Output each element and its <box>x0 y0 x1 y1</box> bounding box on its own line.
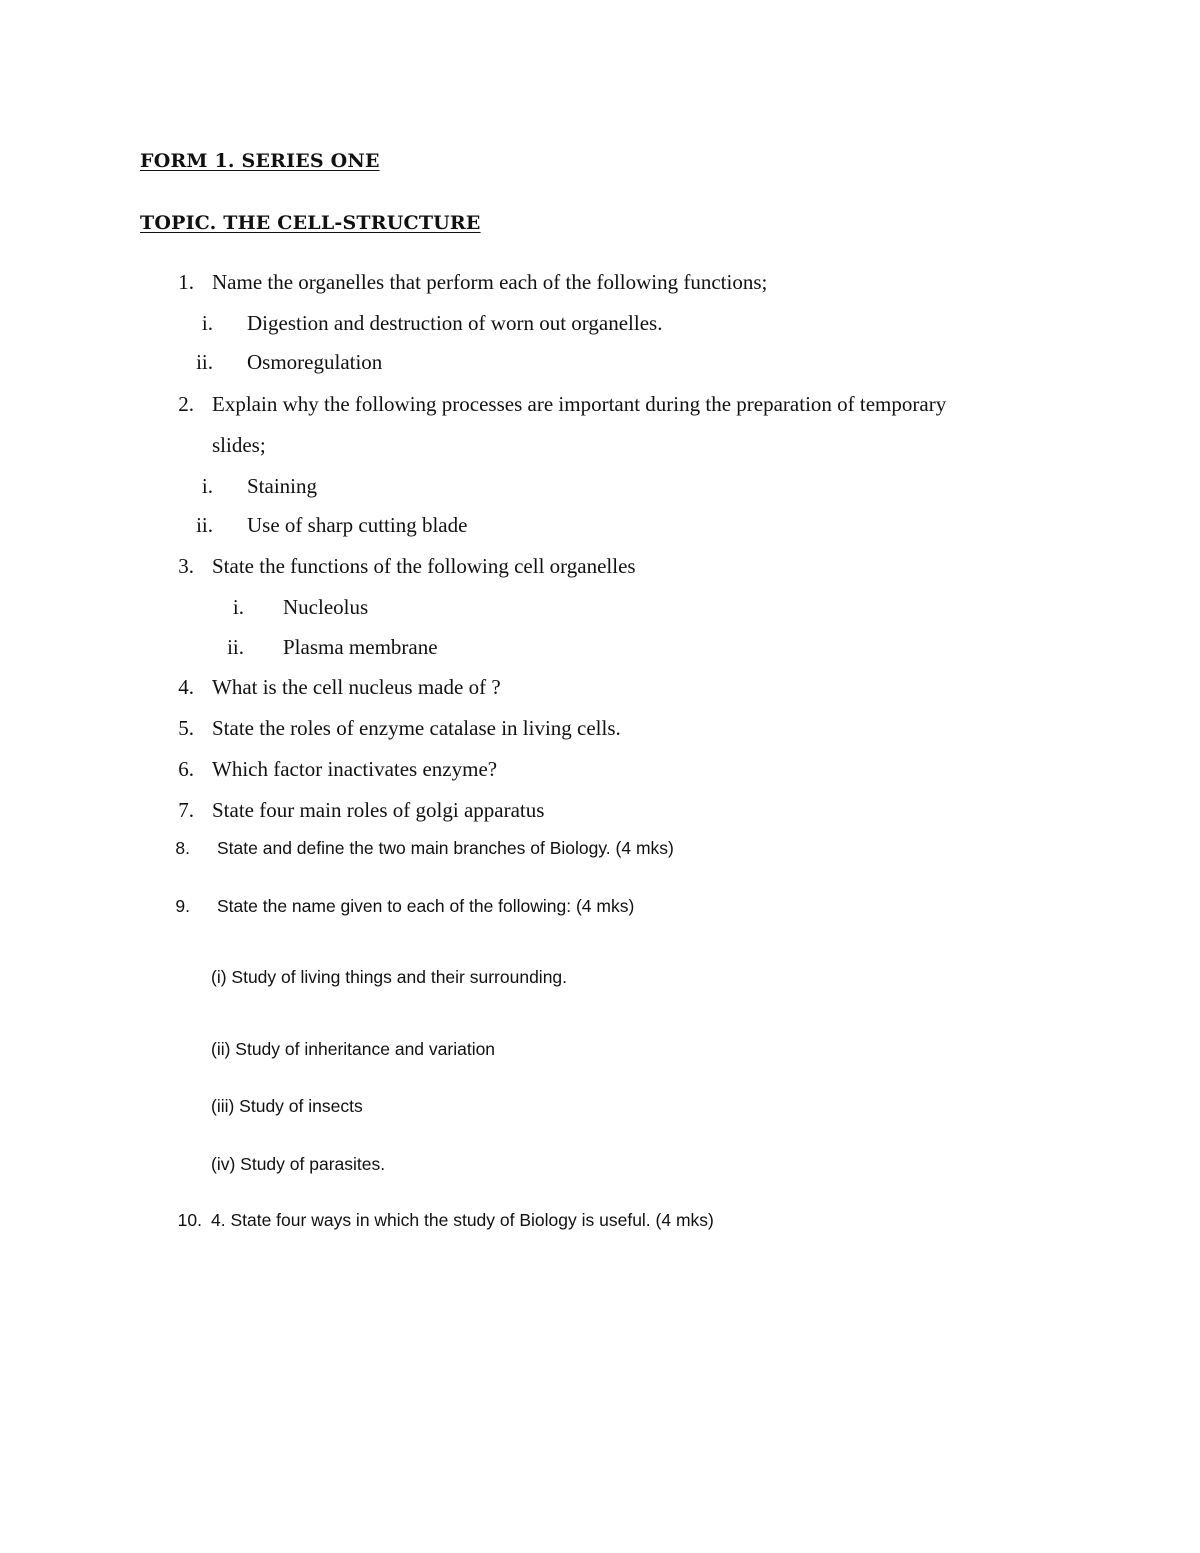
sub-item-text: Nucleolus <box>283 595 369 619</box>
sub-item-text: Use of sharp cutting blade <box>247 513 468 537</box>
question-number: 8. <box>175 838 190 858</box>
question-text: Explain why the following processes are important during the preparation of temporary <box>212 392 947 416</box>
question-text: Which factor inactivates enzyme? <box>212 757 498 781</box>
question-number: 4. <box>178 675 194 699</box>
sub-item-number: i. <box>201 474 213 498</box>
question-text: slides; <box>212 433 266 457</box>
question-text: State the roles of enzyme catalase in living cells. <box>212 716 621 740</box>
question-number: 6. <box>178 757 194 781</box>
question-number: 9. <box>175 896 190 916</box>
question-text: State the functions of the following cell organelles <box>212 554 636 578</box>
question-number: 10. <box>177 1210 202 1230</box>
question-text: Name the organelles that perform each of the following functions; <box>212 270 768 294</box>
sub-item-text: Osmoregulation <box>247 350 383 374</box>
question-number: 2. <box>178 392 194 416</box>
topic-heading: TOPIC. THE CELL-STRUCTURE <box>140 212 481 234</box>
question-text: State four main roles of golgi apparatus <box>212 798 545 822</box>
sub-item-text: (ii) Study of inheritance and variation <box>211 1039 496 1059</box>
sub-item-text: (iii) Study of insects <box>211 1096 363 1116</box>
sub-item-number: i. <box>232 595 244 619</box>
sub-item-text: Plasma membrane <box>283 635 438 659</box>
sub-item-number: ii. <box>196 350 213 374</box>
question-number: 3. <box>178 554 194 578</box>
question-number: 7. <box>178 798 194 822</box>
page-title: FORM 1. SERIES ONE <box>140 150 380 172</box>
sub-item-text: (i) Study of living things and their surrounding. <box>211 967 568 987</box>
question-text: What is the cell nucleus made of ? <box>212 675 501 699</box>
sub-item-text: Staining <box>247 474 318 498</box>
sub-item-text: Digestion and destruction of worn out organelles. <box>247 311 663 335</box>
question-text: State the name given to each of the following: (4 mks) <box>217 896 635 916</box>
question-text: State and define the two main branches of Biology. (4 mks) <box>217 838 674 858</box>
sub-item-number: ii. <box>227 635 244 659</box>
question-number: 1. <box>178 270 194 294</box>
question-text: 4. State four ways in which the study of Biology is useful. (4 mks) <box>211 1210 714 1230</box>
question-number: 5. <box>178 716 194 740</box>
sub-item-number: i. <box>201 311 213 335</box>
sub-item-text: (iv) Study of parasites. <box>211 1154 386 1174</box>
sub-item-number: ii. <box>196 513 213 537</box>
